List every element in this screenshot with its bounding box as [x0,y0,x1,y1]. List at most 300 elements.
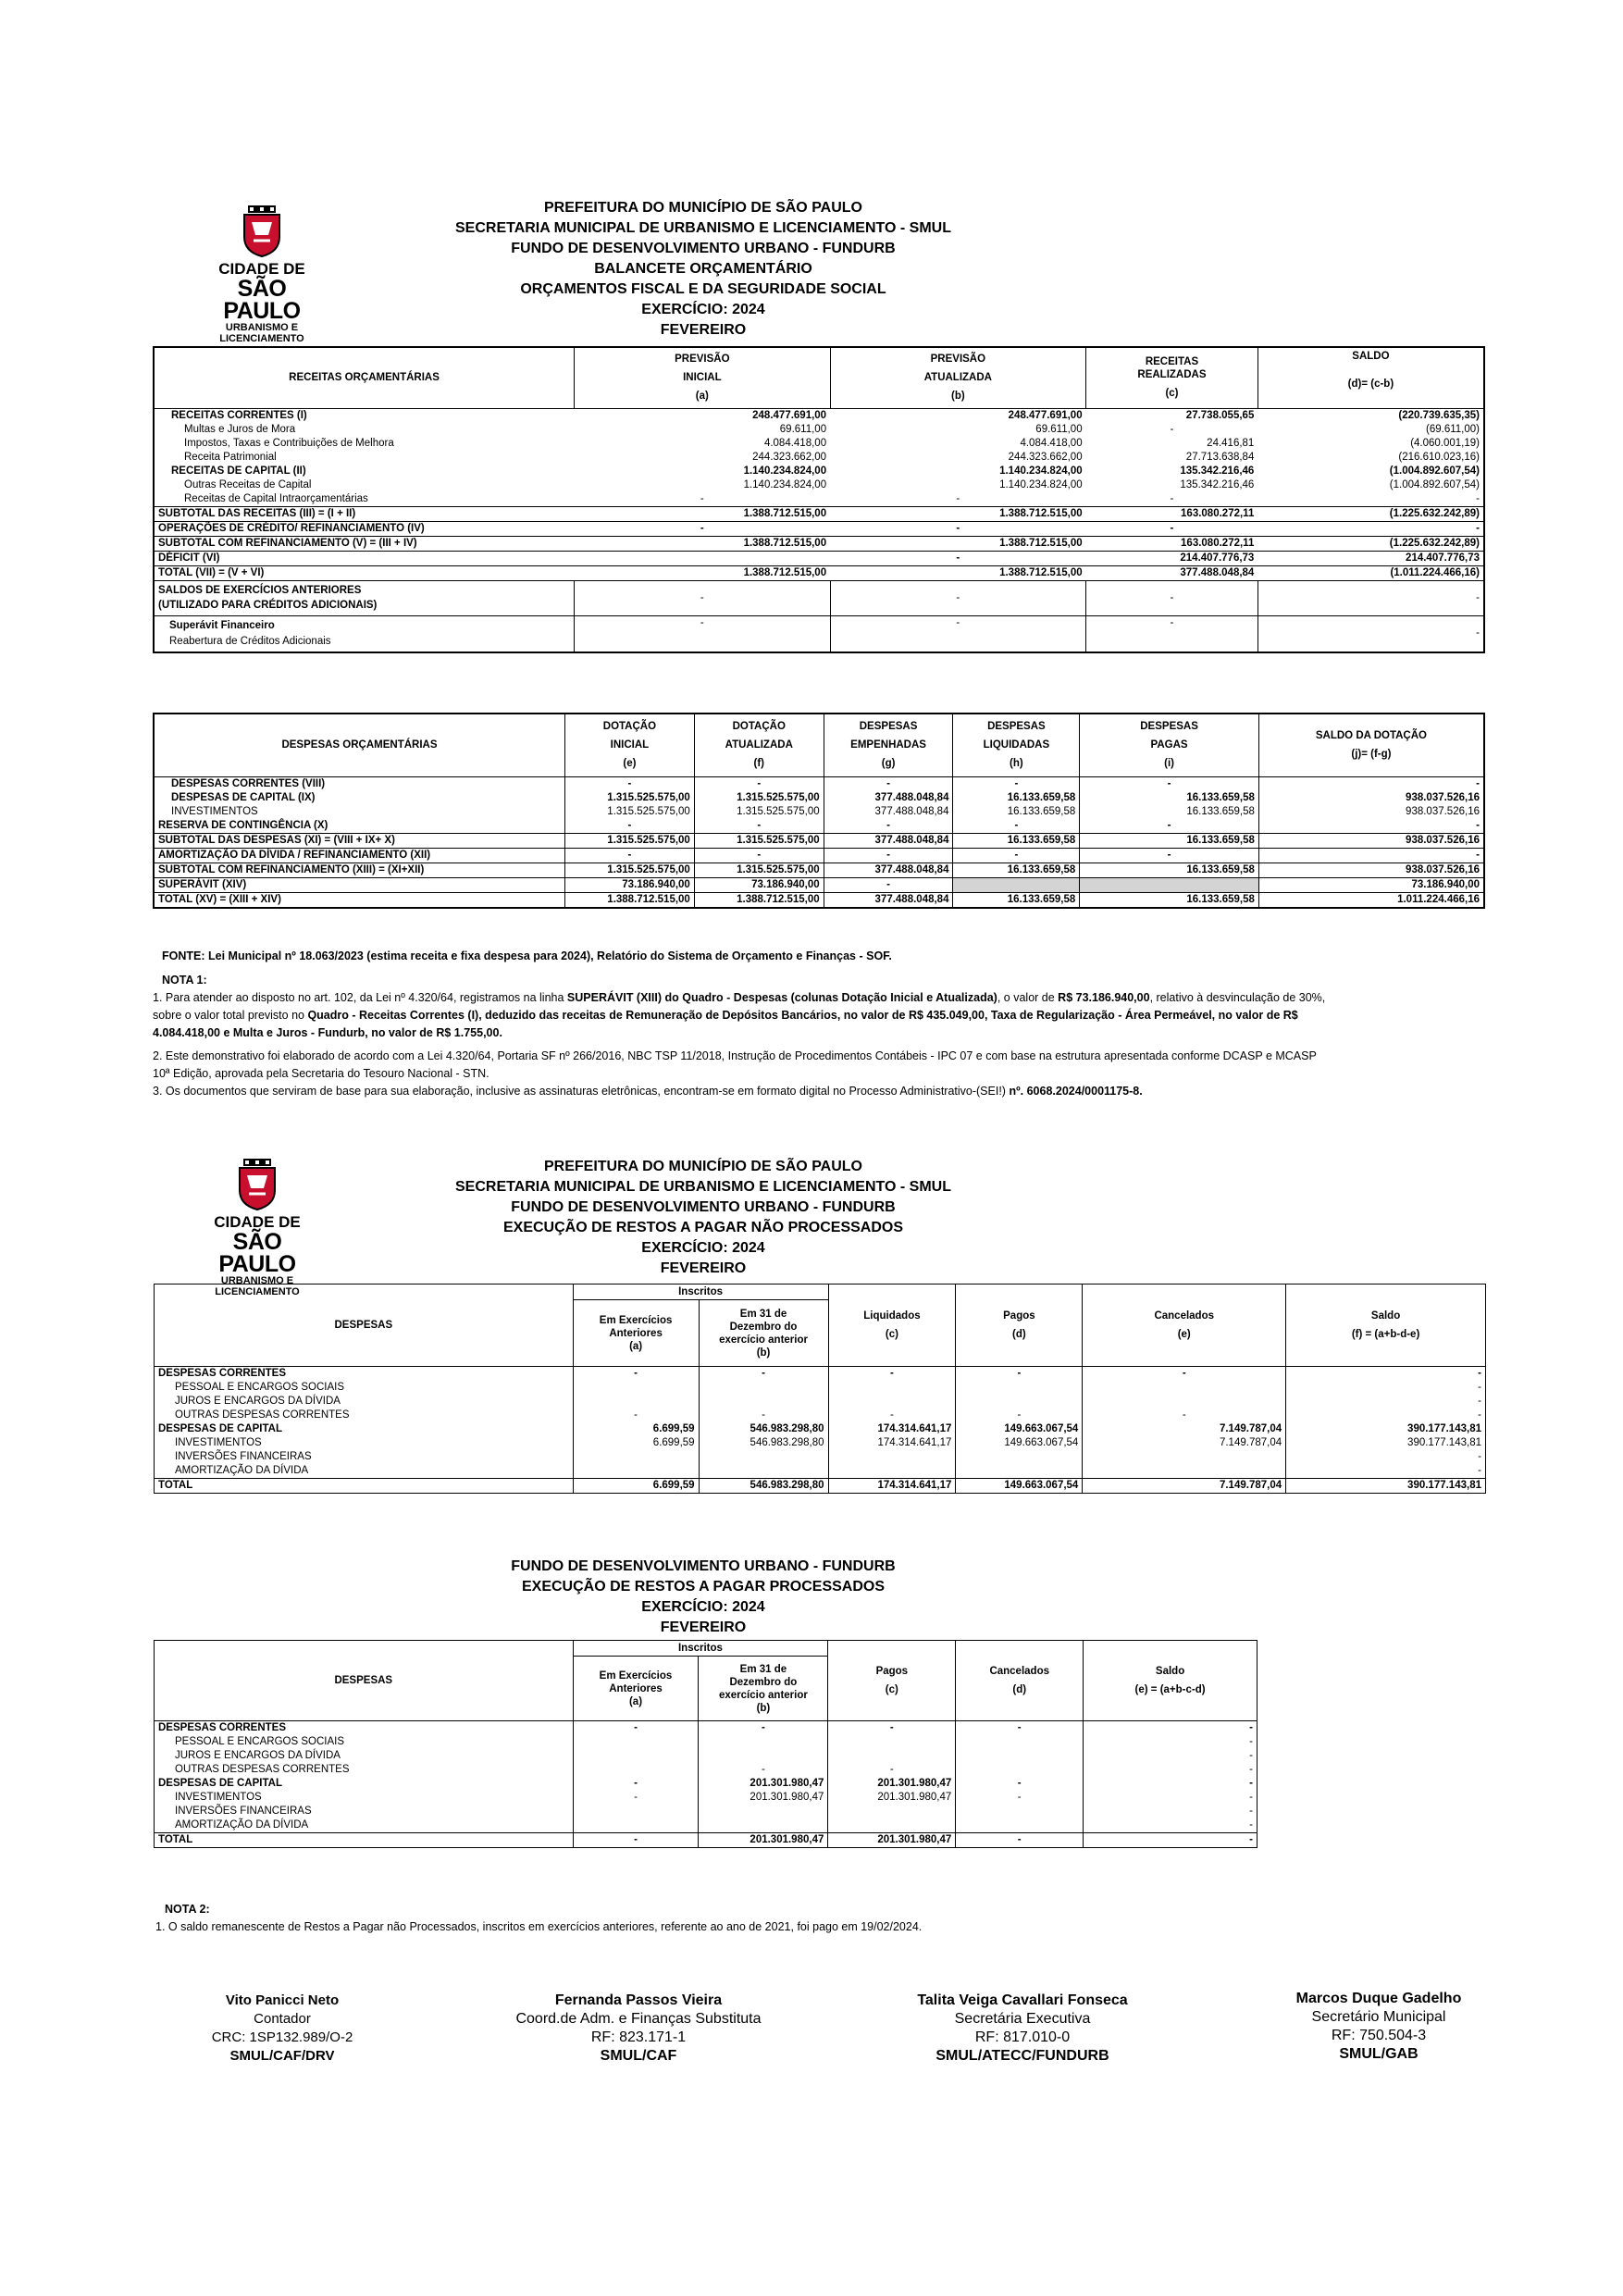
table-cell: OPERAÇÕES DE CRÉDITO/ REFINANCIAMENTO (IV) [158,522,425,534]
table-cell: - [564,776,694,791]
table-cell [828,1805,956,1818]
table-cell: 1.315.525.575,00 [694,805,824,819]
table-cell [953,877,1080,892]
table-cell [956,1805,1084,1818]
cell: - [830,580,1086,615]
signature-unit: SMUL/ATECC/FUNDURB [935,2048,1109,2064]
table-cell: - [1083,1367,1286,1382]
table-cell: 390.177.143,81 [1407,1437,1481,1448]
table-cell: - [564,848,694,863]
col-header-pagas: DESPESAS PAGAS (i) [1080,714,1259,776]
table-cell: 938.037.526,16 [1258,791,1484,805]
signature-name: Talita Veiga Cavallari Fonseca [917,1992,1128,2008]
table-cell: - [573,1833,699,1848]
table-cell: (1.225.632.242,89) [1389,507,1480,519]
signature-id: RF: 823.171-1 [590,2029,687,2045]
table-row [154,833,1484,848]
header-line: FUNDO DE DESENVOLVIMENTO URBANO - FUNDURB [511,1199,896,1215]
table-cell: - [1170,522,1174,534]
logo-line4: LICENCIAMENTO [215,1286,300,1297]
city-logo [192,1159,322,1297]
table-cell: TOTAL [155,1833,574,1848]
table-cell: 16.133.659,58 [953,892,1080,908]
table-cell: 73.186.940,00 [1258,877,1484,892]
table-cell: 1.140.234.824,00 [743,478,827,490]
table-cell: - [573,1777,699,1791]
table-cell: 1.315.525.575,00 [564,791,694,805]
table-cell: 174.314.641,17 [828,1422,956,1436]
col-header-31-dezembro: Em 31 de Dezembro do exercício anterior (b) [699,1300,828,1367]
table-row [154,423,1484,437]
nota1-p2: 2. Este demonstrativo foi elaborado de acordo com a Lei 4.320/64, Portaria SF nº 266/2016, NBC TSP 11/2018, Instrução de Procedimentos Contábeis - IPC 07 e com base na estrutura apresentada conforme DCASP e MCASP [153,1049,1317,1062]
col-header-receitas-realizadas: RECEITAS REALIZADAS (c) [1086,347,1258,408]
table-cell: - [700,522,704,534]
table-cell: 938.037.526,16 [1258,805,1484,819]
table-row [154,536,1484,551]
nota1-p1c: 4.084.418,00 e Multa e Juros - Fundurb, no valor de R$ 1.755,00. [153,1026,502,1039]
table-cell [956,1735,1084,1749]
header-line: FEVEREIRO [660,1620,747,1635]
table-cell: AMORTIZAÇÃO DA DÍVIDA [155,1464,574,1479]
table-cell [1083,1450,1286,1464]
table-cell [1083,1381,1286,1395]
table-cell [956,1763,1084,1777]
table-cell: 69.611,00 [1035,423,1083,435]
table-cell: 16.133.659,58 [1080,833,1259,848]
table-cell: 1.388.712.515,00 [694,892,824,908]
table-cell: 16.133.659,58 [1080,791,1259,805]
table-cell: 1.388.712.515,00 [999,566,1083,578]
signature-id: CRC: 1SP132.989/O-2 [211,2029,353,2045]
table-cell: 7.149.787,04 [1083,1422,1286,1436]
table-cell: OUTRAS DESPESAS CORRENTES [155,1763,574,1777]
table-cell: INVESTIMENTOS [155,1791,574,1805]
table-cell [573,1818,699,1833]
col-header-saldo-dotacao: SALDO DA DOTAÇÃO (j)= (f-g) [1315,730,1427,761]
table-cell: - [1249,1750,1253,1761]
table-cell: 7.149.787,04 [1083,1479,1286,1494]
table-cell: - [700,492,704,504]
table-row [155,1422,1486,1436]
table-cell: SUPERÁVIT (XIV) [158,878,247,890]
table-row [154,805,1484,819]
table-row [154,465,1484,478]
table-cell: 149.663.067,54 [956,1422,1083,1436]
table-cell: 201.301.980,47 [699,1777,828,1791]
header-line: SECRETARIA MUNICIPAL DE URBANISMO E LICENCIAMENTO - SMUL [454,220,951,236]
table-cell: - [1080,848,1259,863]
header-line: EXERCÍCIO: 2024 [641,1599,765,1615]
table-cell: SUBTOTAL COM REFINANCIAMENTO (V) = (III + IV) [158,537,417,549]
table-cell: 244.323.662,00 [752,451,827,463]
table-row [154,408,1484,423]
signature-id: RF: 817.010-0 [974,2029,1071,2045]
table-cell: - [1478,1451,1481,1462]
table-cell: (220.739.635,35) [1398,409,1480,421]
table-cell: - [956,1833,1084,1848]
table-cell [828,1749,956,1763]
table-row [155,1833,1258,1848]
col-header-dotacao-inicial: DOTAÇÃO INICIAL (e) [564,714,694,776]
table-cell: 1.315.525.575,00 [564,833,694,848]
table-row [154,877,1484,892]
header-balancete [444,198,962,341]
table-row [155,1464,1486,1479]
coat-of-arms-icon [241,205,283,257]
signature-name: Fernanda Passos Vieira [554,1992,723,2008]
signature-role: Secretário Municipal [1311,2009,1446,2025]
table-row [155,1367,1486,1382]
logo-line1: CIDADE DE [214,1213,301,1231]
header-line: SECRETARIA MUNICIPAL DE URBANISMO E LICENCIAMENTO - SMUL [454,1179,951,1195]
table-cell: - [1080,776,1259,791]
table-cell [956,1749,1084,1763]
table-cell: 135.342.216,46 [1180,478,1255,490]
table-cell: - [694,819,824,834]
saldos-anteriores-label: SALDOS DE EXERCÍCIOS ANTERIORES (UTILIZADO PARA CRÉDITOS ADICIONAIS) [154,580,575,615]
table-cell: - [1249,1834,1253,1845]
table-row [154,551,1484,565]
table-cell [828,1450,956,1464]
table-cell: 163.080.272,11 [1181,507,1255,519]
table-cell: - [956,1791,1084,1805]
table-cell: 201.301.980,47 [699,1791,828,1805]
col-header-dotacao-atualizada: DOTAÇÃO ATUALIZADA (f) [694,714,824,776]
col-header-empenhadas: DESPESAS EMPENHADAS (g) [824,714,953,776]
logo-line2: SÃO PAULO [218,1229,296,1277]
signature-block [874,1992,1171,2066]
table-cell: - [694,848,824,863]
header-rpnp [444,1157,962,1279]
table-cell: 201.301.980,47 [699,1833,828,1848]
table-row [154,437,1484,451]
table-row [154,791,1484,805]
signature-id: RF: 750.504-3 [1331,2028,1427,2043]
table-cell: 1.388.712.515,00 [743,537,827,549]
table-cell: 201.301.980,47 [828,1791,956,1805]
table-row [154,892,1484,908]
table-cell [575,551,831,565]
table-row [154,478,1484,492]
table-cell: 27.738.055,65 [1185,409,1255,421]
table-cell [573,1450,699,1464]
cell: - [575,580,831,615]
table-cell: (1.011.224.466,16) [1390,566,1480,578]
table-cell: 214.407.776,73 [1406,552,1480,564]
table-cell: (1.004.892.607,54) [1389,478,1480,490]
table-cell [828,1735,956,1749]
table-cell: RECEITAS CORRENTES (I) [171,409,307,421]
table-cell: DESPESAS CORRENTES [155,1367,574,1382]
table-cell: - [1478,1396,1481,1407]
table-cell: 390.177.143,81 [1407,1480,1481,1491]
table-cell [828,1464,956,1479]
table-cell: - [1258,819,1484,834]
table-cell: 4.084.418,00 [1020,437,1083,449]
table-cell: 377.488.048,84 [824,805,953,819]
table-cell: - [1249,1819,1253,1831]
table-row [155,1749,1258,1763]
table-cell: (216.610.023,16) [1398,451,1480,463]
table-cell [1083,1395,1286,1409]
table-cell: 174.314.641,17 [828,1479,956,1494]
table-row [155,1436,1486,1450]
table-cell: RECEITAS DE CAPITAL (II) [171,465,306,477]
nota2 [155,1901,922,1936]
table-cell: Receita Patrimonial [184,451,277,463]
table-cell: SUBTOTAL DAS DESPESAS (XI) = (VIII + IX+ X) [158,834,395,846]
table-cell: 1.388.712.515,00 [743,507,827,519]
table-cell: - [1170,423,1174,435]
table-cell: 16.133.659,58 [953,833,1080,848]
table-cell: PESSOAL E ENCARGOS SOCIAIS [155,1735,574,1749]
table-cell: - [1249,1764,1253,1775]
logo-line2: SÃO PAULO [223,276,301,324]
table-cell: - [956,492,960,504]
table-row [155,1735,1258,1749]
table-cell [699,1464,828,1479]
table-cell: - [1258,776,1484,791]
table-row [155,1763,1258,1777]
col-header-exercicios-anteriores: Em Exercícios Anteriores (a) [573,1657,699,1721]
table-cell: 135.342.216,46 [1180,465,1255,477]
header-line: FUNDO DE DESENVOLVIMENTO URBANO - FUNDURB [511,241,896,256]
table-cell: - [824,819,953,834]
signature-unit: SMUL/GAB [1339,2046,1419,2062]
table-cell: Receitas de Capital Intraorçamentárias [184,492,368,504]
col-header-despesas: DESPESAS [155,1285,574,1367]
header-line: EXECUÇÃO DE RESTOS A PAGAR NÃO PROCESSADOS [502,1220,904,1235]
table-cell [573,1381,699,1395]
table-row [154,451,1484,465]
table-cell: Outras Receitas de Capital [184,478,312,490]
table-cell [1083,1464,1286,1479]
table-cell: - [828,1409,956,1422]
col-header-cancelados: Cancelados (d) [956,1641,1084,1721]
table-row [155,1721,1258,1736]
nota1 [153,972,1494,1100]
table-cell [956,1818,1084,1833]
col-header-inscritos: Inscritos [573,1285,828,1300]
signature-role: Coord.de Adm. e Finanças Substituta [515,2011,762,2027]
despesas-table [153,713,1485,909]
col-header-saldo: SALDO (d)= (c-b) [1347,351,1394,390]
header-line: FEVEREIRO [660,322,747,338]
table-cell: INVESTIMENTOS [155,1436,574,1450]
table-cell: 1.011.224.466,16 [1258,892,1484,908]
table-cell [956,1395,1083,1409]
col-header-pagos: Pagos (c) [828,1641,956,1721]
table-row [155,1395,1486,1409]
table-cell: 938.037.526,16 [1258,833,1484,848]
signature-name: Vito Panicci Neto [225,1992,340,2008]
table-cell: DESPESAS CORRENTES [155,1721,574,1736]
table-row [155,1479,1486,1494]
header-line: EXERCÍCIO: 2024 [641,302,765,317]
table-cell: 1.388.712.515,00 [564,892,694,908]
table-cell: - [573,1721,699,1736]
coat-of-arms-icon [236,1159,279,1210]
table-cell: 377.488.048,84 [824,791,953,805]
table-cell: - [699,1367,828,1382]
table-cell: 73.186.940,00 [694,877,824,892]
logo-line1: CIDADE DE [218,260,305,278]
table-cell: - [564,819,694,834]
table-cell: TOTAL [155,1479,574,1494]
table-cell: - [1478,1409,1481,1421]
table-cell: - [573,1367,699,1382]
signature-block [490,1992,787,2066]
table-cell: JUROS E ENCARGOS DA DÍVIDA [155,1749,574,1763]
table-cell: AMORTIZAÇÃO DA DÍVIDA [155,1818,574,1833]
logo-line4: LICENCIAMENTO [219,333,304,344]
table-cell: 377.488.048,84 [1180,566,1255,578]
table-cell: - [956,1777,1084,1791]
cell: - [1086,615,1258,652]
table-cell [573,1805,699,1818]
signature-name: Marcos Duque Gadelho [1295,1991,1462,2006]
table-cell [573,1464,699,1479]
table-cell: 4.084.418,00 [763,437,827,449]
receitas-table [153,346,1485,653]
col-header-previsao-atualizada: PREVISÃO ATUALIZADA (b) [830,347,1086,408]
table-cell: 27.713.638,84 [1185,451,1255,463]
table-row [155,1777,1258,1791]
table-cell: - [953,848,1080,863]
table-cell: 174.314.641,17 [828,1436,956,1450]
rpnp-table [154,1284,1486,1494]
table-cell: TOTAL (XV) = (XIII + XIV) [158,893,281,905]
table-cell: 24.416,81 [1207,437,1255,449]
table-cell [573,1395,699,1409]
table-cell: 214.407.776,73 [1180,552,1255,564]
table-cell: 546.983.298,80 [699,1422,828,1436]
header-line: BALANCETE ORÇAMENTÁRIO [594,261,812,277]
table-cell: - [1249,1778,1253,1789]
header-line: ORÇAMENTOS FISCAL E DA SEGURIDADE SOCIAL [520,281,886,297]
table-cell [1080,877,1259,892]
table-cell: 201.301.980,47 [828,1833,956,1848]
table-cell: 377.488.048,84 [824,833,953,848]
cell: - [575,615,831,652]
table-cell [956,1450,1083,1464]
header-line: PREFEITURA DO MUNICÍPIO DE SÃO PAULO [543,1159,862,1174]
table-cell: INVESTIMENTOS [171,805,258,817]
table-row [155,1818,1258,1833]
signature-role: Secretária Executiva [954,2011,1091,2027]
table-cell: - [828,1721,956,1736]
table-cell: TOTAL (VII) = (V + VI) [158,566,265,578]
table-cell: 1.315.525.575,00 [694,863,824,877]
nota2-title: NOTA 2: [165,1903,210,1916]
table-cell: 201.301.980,47 [828,1777,956,1791]
cell: - [1476,627,1480,639]
signature-unit: SMUL/CAF/DRV [229,2048,335,2064]
table-cell: 1.388.712.515,00 [999,507,1083,519]
col-header-cancelados: Cancelados (e) [1083,1285,1286,1367]
table-cell: (4.060.001,19) [1410,437,1480,449]
table-cell: - [953,776,1080,791]
table-cell: 16.133.659,58 [1080,892,1259,908]
cell: - [1476,591,1480,603]
table-cell: 1.315.525.575,00 [564,863,694,877]
nota1-p1: 1. Para atender ao disposto no art. 102, da Lei nº 4.320/64, registramos na linha SUPERÁVIT (XIII) do Quadro - Despesas (colunas Dotação Inicial e Atualizada), o valor de R$ 73.186.940,00, relativo à desvinculação de 30%, [153,991,1326,1004]
table-cell: PESSOAL E ENCARGOS SOCIAIS [155,1381,574,1395]
table-cell: 1.315.525.575,00 [694,791,824,805]
table-cell: - [828,1763,956,1777]
table-cell: AMORTIZAÇÃO DA DÍVIDA / REFINANCIAMENTO (XII) [158,849,431,861]
superavit-financeiro-label: Superávit Financeiro Reabertura de Créditos Adicionais [154,615,575,652]
table-cell: 1.315.525.575,00 [564,805,694,819]
signature-role: Contador [254,2011,311,2027]
table-cell [828,1818,956,1833]
header-rpp [444,1557,962,1638]
table-cell: - [956,1409,1083,1422]
table-cell: 938.037.526,16 [1258,863,1484,877]
col-header-saldo: Saldo (f) = (a+b-d-e) [1286,1285,1486,1367]
table-cell: 1.140.234.824,00 [999,478,1083,490]
table-cell: - [1083,1409,1286,1422]
table-cell: RESERVA DE CONTINGÊNCIA (X) [158,819,328,831]
table-cell: - [699,1721,828,1736]
table-cell: 546.983.298,80 [699,1436,828,1450]
table-cell [573,1763,699,1777]
nota1-title: NOTA 1: [162,974,207,987]
table-cell: - [956,1721,1084,1736]
col-header-pagos: Pagos (d) [956,1285,1083,1367]
table-row [154,863,1484,877]
header-line: PREFEITURA DO MUNICÍPIO DE SÃO PAULO [543,200,862,216]
col-header-previsao-inicial: PREVISÃO INICIAL (a) [575,347,831,408]
table-cell: - [699,1409,828,1422]
nota1-p1b: sobre o valor total previsto no Quadro - Receitas Correntes (I), deduzido das receitas de Remuneração de Depósitos Bancários, no valor de R$ 435.049,00, Taxa de Regularização - Área Permeável, no valor de R$ [153,1009,1298,1022]
table-cell: - [956,522,960,534]
table-cell [699,1735,828,1749]
table-cell: - [828,1367,956,1382]
nota2-text: 1. O saldo remanescente de Restos a Pagar não Processados, inscritos em exercícios anteriores, referente ao ano de 2021, foi pago em 19/02/2024. [155,1920,923,1933]
table-cell: - [573,1409,699,1422]
table-cell: - [1478,1465,1481,1476]
col-header-receitas: RECEITAS ORÇAMENTÁRIAS [154,347,575,408]
table-cell: - [694,776,824,791]
fonte-text: FONTE: Lei Municipal nº 18.063/2023 (estima receita e fixa despesa para 2024), Relatório do Sistema de Orçamento e Finanças - SOF. [162,949,892,962]
signature-block [143,1992,421,2066]
table-row [154,492,1484,507]
table-row [155,1381,1486,1395]
table-cell: 16.133.659,58 [1080,805,1259,819]
table-cell: 16.133.659,58 [953,791,1080,805]
table-cell: (1.004.892.607,54) [1389,465,1480,477]
table-cell: Impostos, Taxas e Contribuições de Melhora [184,437,394,449]
header-line: EXECUÇÃO DE RESTOS A PAGAR PROCESSADOS [521,1579,886,1595]
table-row [154,506,1484,521]
nota1-p3: 3. Os documentos que serviram de base para sua elaboração, inclusive as assinaturas eletrônicas, encontram-se em formato digital no Processo Administrativo-(SEI!) nº. 6068.2024/0001175-8. [153,1085,1143,1098]
table-cell: - [1478,1382,1481,1393]
table-cell: 6.699,59 [573,1422,699,1436]
table-cell: (1.225.632.242,89) [1389,537,1480,549]
table-cell: 69.611,00 [779,423,827,435]
table-cell: 1.140.234.824,00 [999,465,1083,477]
col-header-despesas: DESPESAS [155,1641,574,1721]
table-cell: - [1249,1722,1253,1733]
col-header-exercicios-anteriores: Em Exercícios Anteriores (a) [573,1300,699,1367]
table-cell: 6.699,59 [573,1479,699,1494]
table-cell: - [699,1763,828,1777]
col-header-liquidadas: DESPESAS LIQUIDADAS (h) [953,714,1080,776]
table-cell [699,1450,828,1464]
col-header-inscritos: Inscritos [573,1641,828,1657]
table-cell [699,1381,828,1395]
